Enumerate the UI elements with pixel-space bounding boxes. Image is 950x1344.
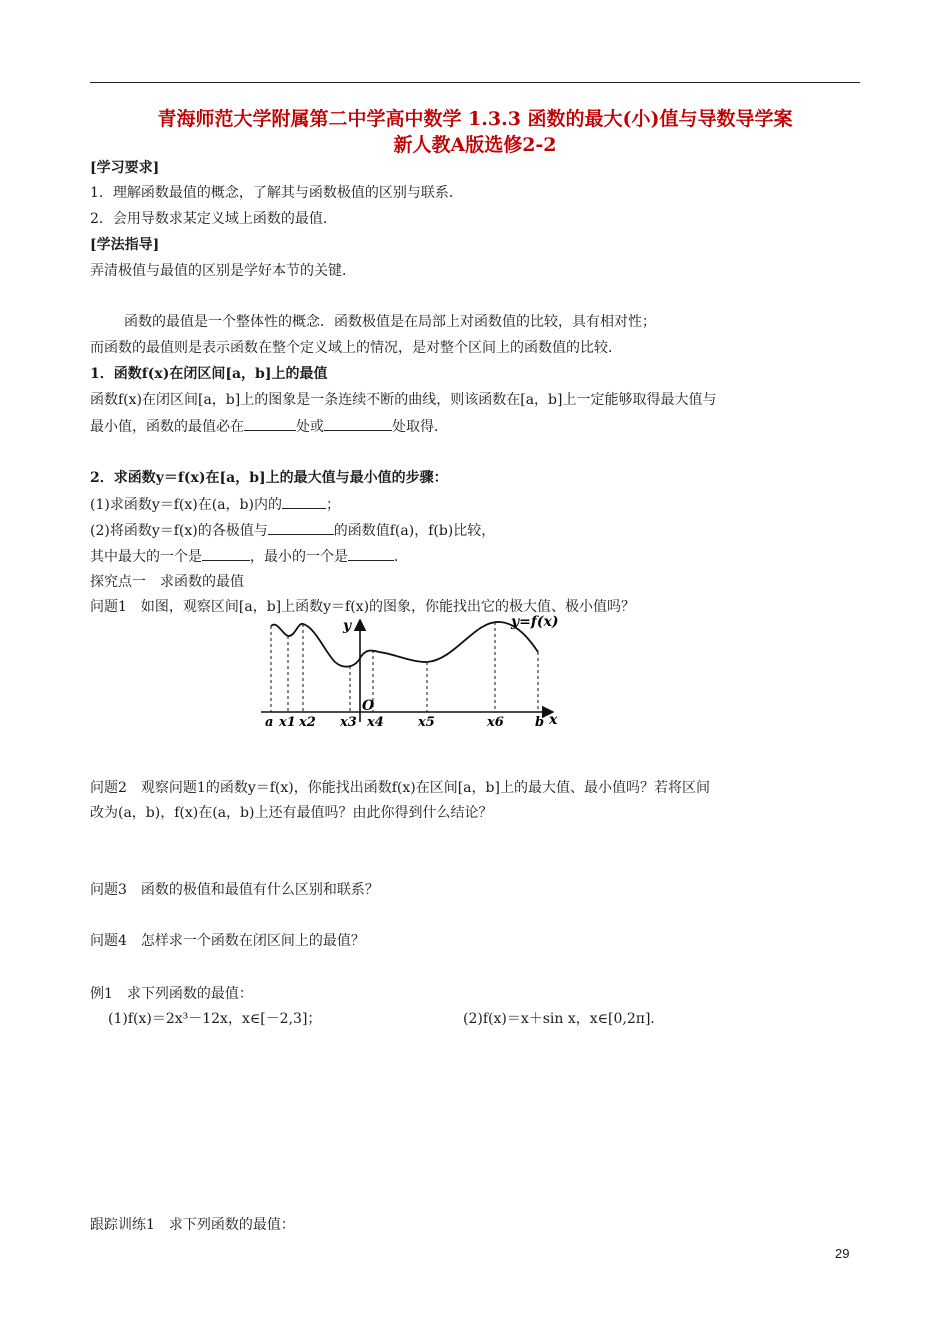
- step2-end: 的函数值f(a)，f(b)比较，: [333, 523, 496, 539]
- tick-label-x3: x3: [340, 715, 357, 730]
- step1-text: (1)求函数y＝f(x)在(a，b)内的: [90, 497, 282, 513]
- section-2-step2: [90, 520, 495, 541]
- explore-point-1: 探究点一 求函数的最值: [90, 574, 244, 590]
- concept-paragraph-line2: 而函数的最值则是表示函数在整个定义域上的情况，是对整个区间上的函数值的比较．: [90, 340, 622, 356]
- tick-label-x1: x1: [279, 715, 296, 730]
- y-axis-label: y: [343, 618, 352, 634]
- tick-label-a: a: [265, 715, 274, 730]
- function-curve: [271, 622, 538, 667]
- fill-blank: [202, 546, 250, 561]
- fill-blank: [348, 546, 394, 561]
- page-number: 29: [835, 1246, 850, 1261]
- step3-mid: ，最小的一个是: [250, 549, 348, 565]
- section-2-step1: [90, 494, 340, 515]
- question-3: 问题3 函数的极值和最值有什么区别和联系？: [90, 882, 379, 898]
- tick-label-x6: x6: [487, 715, 504, 730]
- tick-label-x4: x4: [367, 715, 384, 730]
- section-1-line2: [90, 416, 448, 437]
- section-2-step3: [90, 546, 408, 567]
- step3-end: ．: [394, 549, 408, 565]
- example-1-part-2: (2)f(x)＝x＋sin x，x∈[0,2π]．: [463, 1011, 665, 1027]
- tick-label-x5: x5: [418, 715, 435, 730]
- tick-label-x2: x2: [299, 715, 316, 730]
- fill-blank: [244, 416, 296, 431]
- step1-end: ；: [325, 497, 340, 513]
- requirement-1: 1．理解函数最值的概念，了解其与函数极值的区别与联系．: [90, 185, 463, 201]
- study-guide-heading: [学法指导]: [90, 237, 160, 253]
- question-2-line2: 改为(a，b)，f(x)在(a，b)上还有最值吗？由此你得到什么结论？: [90, 805, 493, 821]
- question-2-line1: 问题2 观察问题1的函数y＝f(x)，你能找出函数f(x)在区间[a，b]上的最大值、最小值吗？若将区间: [90, 780, 710, 796]
- tick-label-b: b: [535, 715, 545, 730]
- section-2-heading: 2．求函数y＝f(x)在[a，b]上的最大值与最小值的步骤：: [90, 470, 448, 486]
- header-rule: [90, 82, 860, 83]
- section-1-line2-part-c: 处取得．: [392, 419, 448, 435]
- example-1: 例1 求下列函数的最值：: [90, 986, 253, 1002]
- page-title-line1: 青海师范大学附属第二中学高中数学 1.3.3 函数的最大(小)值与导数导学案: [157, 108, 793, 130]
- fill-blank: [268, 520, 334, 535]
- fill-blank: [324, 416, 392, 431]
- question-4: 问题4 怎样求一个函数在闭区间上的最值？: [90, 933, 365, 949]
- x-axis-label: x: [549, 712, 558, 728]
- concept-paragraph-line1: 函数的最值是一个整体性的概念．函数极值是在局部上对函数值的比较，具有相对性；: [124, 314, 656, 330]
- section-1-line2-part-b: 处或: [296, 419, 324, 435]
- curve-label: y=f(x): [511, 614, 559, 630]
- learning-requirements-heading: [学习要求]: [90, 160, 160, 176]
- origin-label: O: [362, 698, 375, 714]
- tracking-exercise-1: 跟踪训练1 求下列函数的最值：: [90, 1217, 295, 1233]
- section-1-line2-part-a: 最小值，函数的最值必在: [90, 419, 244, 435]
- function-graph: [255, 612, 575, 730]
- step3-text: 其中最大的一个是: [90, 549, 202, 565]
- step2-text: (2)将函数y＝f(x)的各极值与: [90, 523, 268, 539]
- study-guide-text: 弄清极值与最值的区别是学好本节的关键．: [90, 263, 356, 279]
- page-title-line2: 新人教A版选修2-2: [393, 134, 557, 156]
- section-1-heading: 1．函数f(x)在闭区间[a，b]上的最值: [90, 366, 328, 382]
- fill-blank: [282, 494, 326, 509]
- question-1: 问题1 如图，观察区间[a，b]上函数y＝f(x)的图象，你能找出它的极大值、极小值吗？: [90, 599, 636, 615]
- section-1-line1: 函数f(x)在闭区间[a，b]上的图象是一条连续不断的曲线，则该函数在[a，b]上一定能够取得最大值与: [90, 392, 717, 408]
- requirement-2: 2．会用导数求某定义域上函数的最值．: [90, 211, 337, 227]
- example-1-part-1: (1)f(x)＝2x³－12x，x∈[－2,3]；: [108, 1011, 322, 1027]
